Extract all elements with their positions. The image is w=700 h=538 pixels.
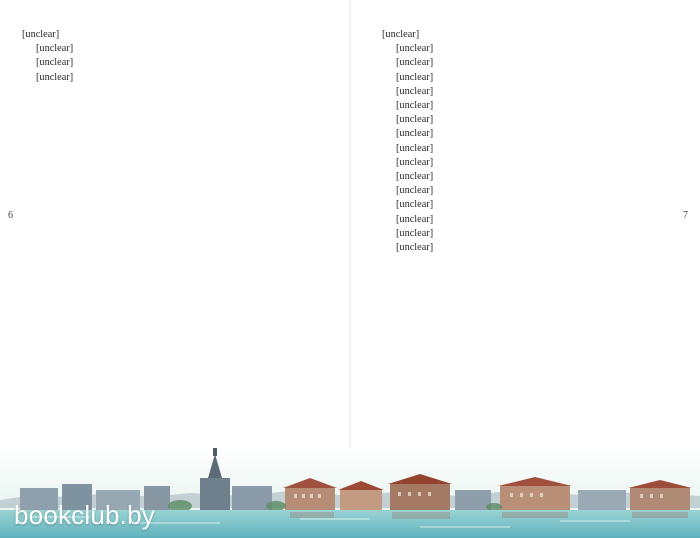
book-gutter <box>349 0 351 470</box>
left-paragraph: [unclear] <box>36 57 74 69</box>
right-paragraph: [unclear] <box>396 242 434 254</box>
right-paragraph: [unclear] <box>396 114 434 126</box>
right-paragraph: [unclear] <box>396 213 434 225</box>
right-paragraph: [unclear] <box>396 43 434 55</box>
right-paragraph: [unclear] <box>382 29 420 40</box>
right-paragraph: [unclear] <box>396 100 434 112</box>
bookclub-watermark: bookclub.by <box>14 500 155 530</box>
left-paragraph: [unclear] <box>36 71 74 83</box>
right-paragraph: [unclear] <box>396 85 434 97</box>
left-page-number: 6 <box>8 210 13 221</box>
right-paragraph: [unclear] <box>396 199 434 211</box>
right-paragraph: [unclear] <box>396 128 434 140</box>
right-paragraph: [unclear] <box>396 185 434 197</box>
right-paragraph: [unclear] <box>396 142 434 154</box>
right-page <box>382 28 678 460</box>
left-paragraph: [unclear] <box>36 43 74 55</box>
left-page <box>22 28 318 460</box>
right-paragraph: [unclear] <box>396 57 434 69</box>
right-page-number: 7 <box>683 210 688 221</box>
right-paragraph: [unclear] <box>396 156 434 168</box>
right-paragraph: [unclear] <box>396 71 434 83</box>
right-paragraph: [unclear] <box>396 171 434 183</box>
left-paragraph: [unclear] <box>22 29 60 40</box>
right-paragraph: [unclear] <box>396 227 434 239</box>
